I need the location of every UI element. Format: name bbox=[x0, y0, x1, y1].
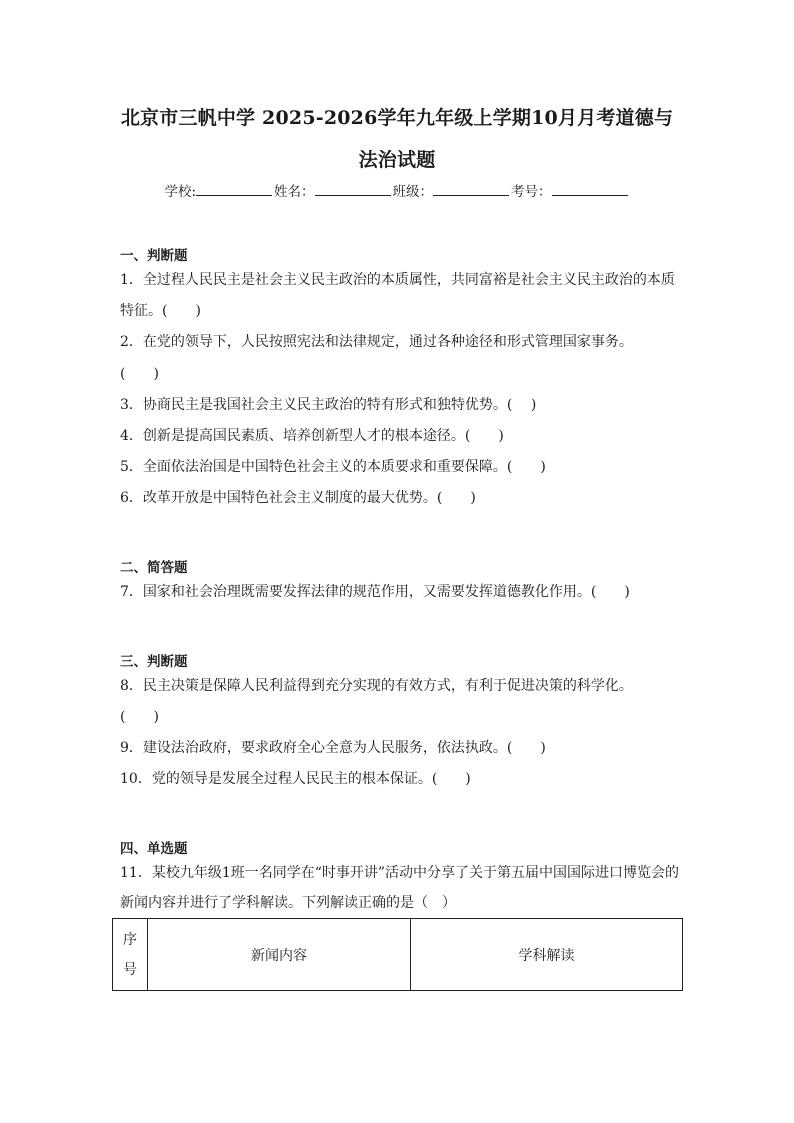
section-heading: 二、简答题 bbox=[120, 560, 188, 576]
question-line: ( ) bbox=[120, 366, 159, 382]
table-header-interpretation: 学科解读 bbox=[411, 919, 683, 991]
class-label: 班级： bbox=[392, 184, 434, 200]
table-header-row bbox=[113, 919, 683, 991]
question-line: 1．全过程人民民主是社会主义民主政治的本质属性，共同富裕是社会主义民主政治的本质 bbox=[120, 272, 675, 288]
table-header-seq: 序 号 bbox=[113, 919, 148, 991]
question-line: 7．国家和社会治理既需要发挥法律的规范作用，又需要发挥道德教化作用。( ) bbox=[120, 584, 630, 600]
news-interpretation-table bbox=[112, 918, 683, 991]
table-header-news: 新闻内容 bbox=[148, 919, 411, 991]
name-label: 姓名： bbox=[274, 184, 315, 200]
school-field[interactable] bbox=[196, 180, 272, 196]
name-field[interactable] bbox=[315, 180, 391, 196]
question-line: 4．创新是提高国民素质、培养创新型人才的根本途径。( ) bbox=[120, 428, 504, 444]
exam-title-line2: 法治试题 bbox=[358, 149, 436, 171]
question-line: 8．民主决策是保障人民利益得到充分实现的有效方式，有利于促进决策的科学化。 bbox=[120, 678, 633, 694]
section-heading: 一、判断题 bbox=[120, 248, 188, 264]
exam-title-line1: 北京市三帆中学 2025-2026学年九年级上学期10月月考道德与 bbox=[120, 107, 674, 129]
question-line: 2．在党的领导下，人民按照宪法和法律规定，通过各种途径和形式管理国家事务。 bbox=[120, 334, 633, 350]
question-line: 特征。( ) bbox=[120, 303, 201, 319]
section-heading: 四、单选题 bbox=[120, 841, 188, 857]
question-line: 5．全面依法治国是中国特色社会主义的本质要求和重要保障。( ) bbox=[120, 459, 546, 475]
exam-number-field[interactable] bbox=[552, 180, 628, 196]
school-label: 学校: bbox=[164, 184, 197, 200]
class-field[interactable] bbox=[433, 180, 509, 196]
section-heading: 三、判断题 bbox=[120, 654, 188, 670]
question-line: 3．协商民主是我国社会主义民主政治的特有形式和独特优势。( ) bbox=[120, 397, 537, 413]
question-line: 6．改革开放是中国特色社会主义制度的最大优势。( ) bbox=[120, 490, 476, 506]
question-line: 11．某校九年级1班一名同学在“时事开讲”活动中分享了关于第五届中国国际进口博览会的 bbox=[120, 865, 680, 881]
question-line: 9．建设法治政府，要求政府全心全意为人民服务，依法执政。( ) bbox=[120, 740, 546, 756]
question-line: 10．党的领导是发展全过程人民民主的根本保证。( ) bbox=[120, 771, 471, 787]
exam-number-label: 考号： bbox=[511, 184, 552, 200]
question-line: ( ) bbox=[120, 709, 159, 725]
student-info-row bbox=[100, 180, 694, 200]
question-line: 新闻内容并进行了学科解读。下列解读正确的是（ ） bbox=[120, 895, 456, 911]
